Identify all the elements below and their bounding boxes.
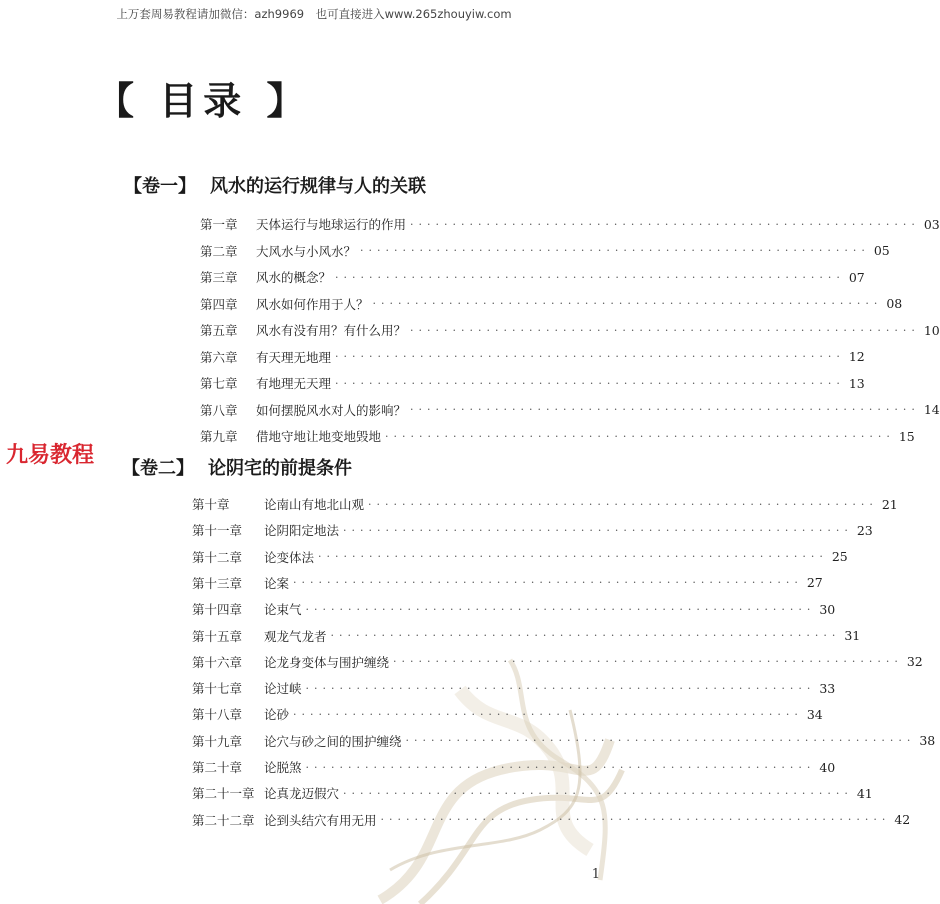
toc-page-number: 34 [806, 706, 823, 722]
toc-dot-leader: ···························································· [305, 760, 816, 774]
volume-tag: 【卷二】 [122, 458, 194, 479]
toc-page-number: 14 [923, 402, 940, 417]
volume-title: 论阴宅的前提条件 [208, 458, 352, 479]
toc-page-number: 40 [819, 759, 836, 775]
toc-dot-leader: ···························································· [343, 786, 853, 800]
page-number: 1 [591, 867, 600, 882]
toc-chapter-number: 第二十章 [192, 760, 243, 775]
toc-chapter-title: 天体运行与地球运行的作用 [256, 217, 407, 232]
toc-chapter-title: 如何摆脱风水对人的影响？ [256, 402, 407, 418]
toc-page-number: 21 [881, 496, 898, 512]
toc-chapter-title: 论阴阳定地法 [264, 523, 340, 539]
toc-dot-leader: ···························································· [343, 523, 853, 537]
toc-dot-leader: ···························································· [305, 681, 816, 695]
toc-chapter-number: 第七章 [200, 376, 238, 391]
toc-chapter-title: 论龙身变体与围护缠绕 [264, 654, 390, 670]
toc-dot-leader: ···························································· [293, 707, 803, 721]
toc-chapter-number: 第十四章 [192, 602, 243, 618]
toc-chapter-number: 第十八章 [192, 707, 243, 723]
toc-dot-leader: ···························································· [368, 497, 878, 511]
toc-chapter-title: 论变体法 [264, 549, 315, 565]
toc-entry [192, 573, 823, 593]
toc-entry [192, 678, 836, 698]
toc-entry [200, 294, 903, 314]
toc-entry [192, 547, 848, 567]
toc-page-number: 25 [831, 549, 848, 565]
toc-page-number: 07 [848, 269, 865, 285]
toc-page-number: 03 [923, 216, 940, 232]
toc-dot-leader: ···························································· [385, 429, 895, 443]
toc-page-number: 27 [806, 575, 823, 591]
toc-entry [192, 599, 836, 619]
toc-entry [192, 520, 873, 540]
toc-entry [192, 731, 936, 751]
toc-dot-leader: ···························································· [293, 576, 803, 590]
toc-chapter-title: 论到头结穴有用无用 [264, 812, 377, 828]
toc-chapter-number: 第十六章 [192, 654, 243, 670]
toc-page-number: 33 [819, 680, 836, 696]
toc-chapter-number: 第三章 [200, 270, 238, 285]
toc-page-number: 41 [856, 785, 873, 801]
toc-chapter-number: 第五章 [200, 323, 238, 338]
toc-chapter-number: 第九章 [200, 429, 238, 444]
toc-chapter-number: 第十一章 [192, 523, 243, 539]
toc-page-number: 13 [848, 375, 865, 391]
toc-chapter-title: 论砂 [264, 707, 290, 723]
toc-chapter-number: 第十五章 [192, 628, 243, 644]
toc-chapter-title: 论脱煞 [264, 760, 302, 775]
toc-dot-leader: ···························································· [330, 629, 841, 642]
toc-chapter-title: 论过峡 [264, 681, 302, 697]
toc-chapter-title: 风水如何作用于人？ [256, 296, 369, 312]
toc-dot-leader: ···························································· [305, 602, 816, 616]
toc-entry [192, 757, 836, 777]
toc-page-number: 32 [906, 654, 923, 670]
toc-page-number: 15 [898, 428, 915, 444]
toc-chapter-number: 第十七章 [192, 681, 243, 697]
toc-entry [200, 347, 865, 367]
toc-chapter-number: 第十九章 [192, 733, 243, 749]
toc-chapter-title: 借地守地让地变地毁地 [256, 429, 382, 444]
toc-chapter-number: 第二十一章 [192, 786, 255, 802]
toc-dot-leader: ···························································· [372, 297, 883, 310]
watermark-logo: 九易教程 [6, 443, 95, 468]
toc-page-number: 31 [844, 628, 861, 643]
volume-heading-2 [122, 454, 352, 480]
toc-chapter-number: 第二十二章 [192, 812, 255, 828]
toc-chapter-number: 第六章 [200, 349, 238, 365]
toc-chapter-title: 论穴与砂之间的围护缠绕 [264, 733, 402, 749]
page-header-notice: 上万套周易教程请加微信：azh9969 也可直接进入www.265zhouyiw.com [116, 7, 512, 21]
toc-dot-leader: ···························································· [380, 813, 891, 827]
toc-page-number: 42 [894, 812, 911, 828]
toc-entry [192, 810, 911, 830]
toc-entry [200, 214, 940, 234]
toc-dot-leader: ···························································· [410, 323, 920, 337]
toc-entry [200, 373, 865, 393]
toc-chapter-number: 第十三章 [192, 575, 243, 591]
toc-entry [200, 320, 940, 340]
toc-entry [192, 783, 873, 803]
toc-dot-leader: ···························································· [405, 734, 916, 748]
toc-page-number: 30 [819, 601, 836, 617]
toc-chapter-title: 观龙气龙者 [264, 628, 327, 644]
toc-chapter-number: 第十章 [192, 497, 230, 512]
toc-dot-leader: ···························································· [318, 550, 828, 564]
toc-entry [200, 426, 915, 446]
volume-title: 风水的运行规律与人的关联 [210, 176, 426, 197]
toc-chapter-title: 风水的概念？ [256, 270, 332, 285]
toc-entry [192, 652, 923, 672]
volume-tag: 【卷一】 [124, 176, 196, 197]
toc-chapter-title: 风水有没有用？有什么用？ [256, 323, 407, 338]
toc-entry [200, 241, 890, 261]
toc-page-number: 08 [886, 296, 903, 311]
toc-chapter-title: 有天理无地理 [256, 349, 332, 365]
toc-entry [192, 494, 898, 514]
toc-dot-leader: ···························································· [360, 244, 870, 257]
toc-dot-leader: ···························································· [410, 403, 920, 416]
toc-chapter-title: 有地理无天理 [256, 376, 332, 391]
toc-dot-leader: ···························································· [335, 350, 845, 363]
toc-page-number: 12 [848, 349, 865, 364]
toc-chapter-number: 第一章 [200, 217, 238, 232]
toc-entry [192, 704, 823, 724]
toc-chapter-title: 论真龙迈假穴 [264, 786, 340, 802]
toc-page-number: 23 [856, 522, 873, 538]
toc-entry [192, 626, 861, 646]
toc-chapter-title: 论束气 [264, 602, 302, 618]
toc-chapter-number: 第八章 [200, 402, 238, 418]
toc-dot-leader: ···························································· [410, 217, 920, 231]
toc-dot-leader: ···························································· [335, 270, 845, 284]
toc-chapter-title: 论南山有地北山观 [264, 497, 365, 512]
toc-page-number: 38 [919, 733, 936, 749]
toc-chapter-number: 第二章 [200, 243, 238, 259]
toc-entry [200, 267, 865, 287]
toc-page-number: 05 [873, 243, 890, 258]
toc-entry [200, 400, 940, 420]
toc-page-number: 10 [923, 322, 940, 338]
toc-dot-leader: ···························································· [335, 376, 845, 390]
toc-chapter-number: 第四章 [200, 296, 238, 312]
page-title: 【 目录 】 [96, 79, 311, 123]
toc-chapter-title: 论案 [264, 575, 290, 591]
toc-chapter-title: 大风水与小风水？ [256, 243, 357, 259]
toc-dot-leader: ···························································· [393, 655, 903, 669]
toc-chapter-number: 第十二章 [192, 549, 243, 565]
volume-heading-1 [124, 172, 426, 198]
